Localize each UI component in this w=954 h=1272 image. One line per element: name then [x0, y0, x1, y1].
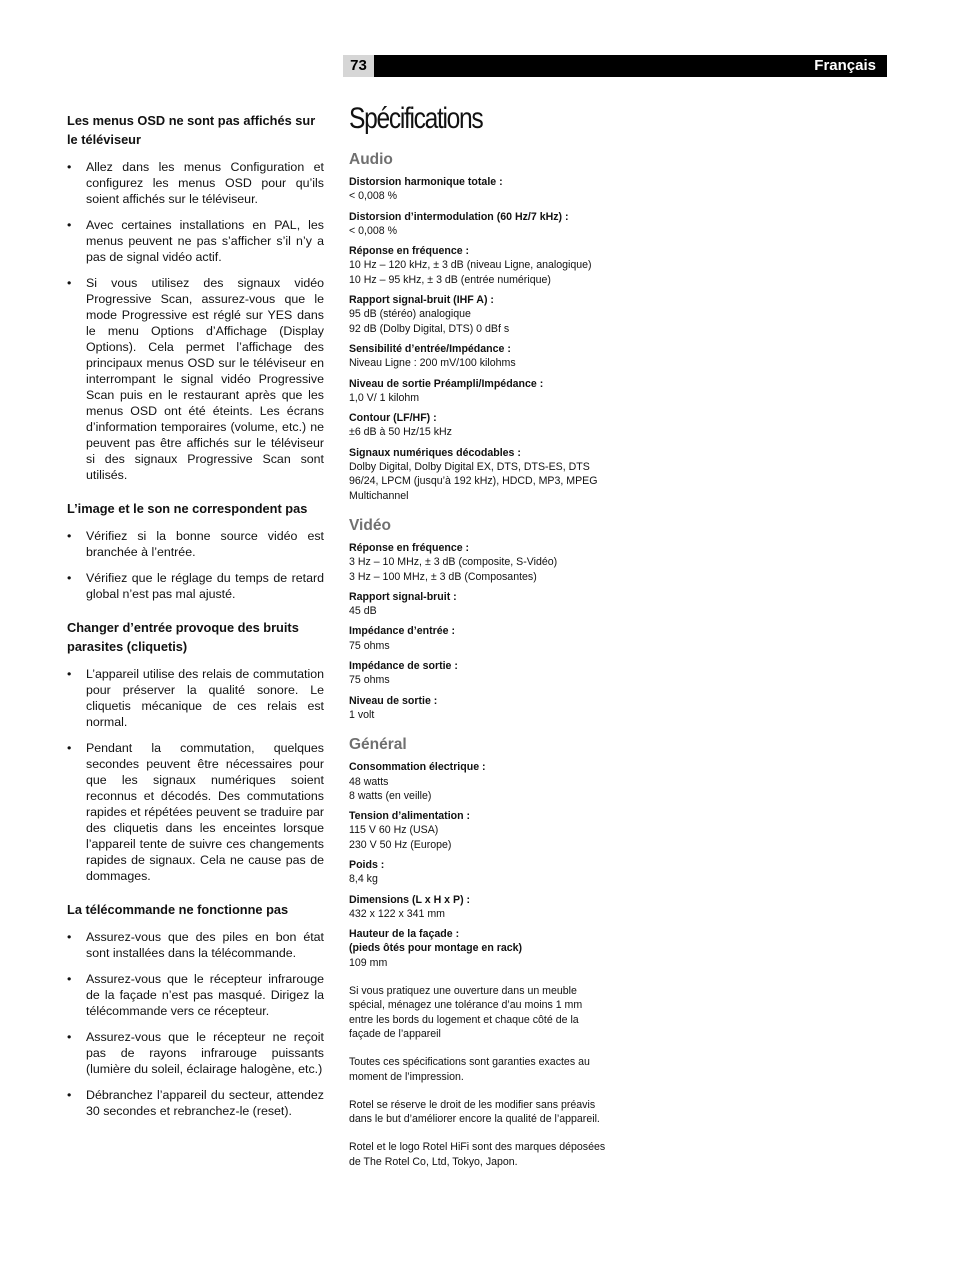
- notes: [349, 984, 609, 1169]
- bullet-list: [67, 159, 324, 483]
- spec-value: 432 x 122 x 341 mm: [349, 907, 445, 920]
- spec-item: [349, 694, 609, 723]
- spec-item: [349, 244, 609, 287]
- spec-item: [349, 293, 609, 336]
- spec-label: Rapport signal-bruit :: [349, 590, 457, 603]
- list-item: • L’appareil utilise des relais de commutation pour préserver la qualité sonore. Le cliquetis mécanique de ces relais est normal.: [67, 666, 324, 730]
- spec-label: Distorsion harmonique totale :: [349, 176, 503, 188]
- spec-label: Réponse en fréquence :: [349, 541, 470, 554]
- spec-label: Dimensions (L x H x P) :: [349, 893, 471, 906]
- spec-item: [349, 893, 609, 922]
- spec-item: [349, 175, 609, 204]
- spec-value: 1,0 V/ 1 kilohm: [349, 391, 420, 404]
- list-item: • Vérifiez que le réglage du temps de retard global n’est pas mal ajusté.: [67, 570, 324, 602]
- note-paragraph: Si vous pratiquez une ouverture dans un meuble spécial, ménagez une tolérance d’au moins 1 mm entre les bords du logement et chaque côté de la façade de l’appareil: [349, 985, 583, 1040]
- spec-item: [349, 624, 609, 653]
- spec-item: [349, 446, 609, 503]
- spec-value: 75 ohms: [349, 639, 390, 652]
- spec-label: Rapport signal-bruit (IHF A) :: [349, 294, 494, 307]
- language-label: Français: [814, 57, 876, 74]
- specifications-column: [349, 97, 609, 1183]
- audio-heading: Audio: [349, 151, 393, 168]
- spec-value: 48 watts 8 watts (en veille): [349, 775, 432, 802]
- page-number: 73: [343, 55, 374, 77]
- list-item: • Pendant la commutation, quelques secondes peuvent être nécessaires pour que les signaux numériques soient reconnus et décodés. Des commutations rapides et répétées peuvent se traduire par des cliquetis dans les enceintes lorsque l’appareil tente de suivre ces changements rapides de signaux. Cela ne cause pas de dommages.: [67, 740, 324, 884]
- spec-label: Sensibilité d’entrée/Impédance :: [349, 342, 511, 355]
- video-heading: Vidéo: [349, 516, 391, 534]
- spec-value: < 0,008 %: [349, 224, 398, 237]
- spec-item: [349, 411, 609, 440]
- general-heading: Général: [349, 736, 407, 754]
- video-specs: [349, 541, 609, 722]
- section-heading: La télécommande ne fonctionne pas: [67, 902, 289, 917]
- bullet-list: [67, 666, 324, 884]
- spec-label: Niveau de sortie Préampli/Impédance :: [349, 377, 544, 390]
- spec-value: Dolby Digital, Dolby Digital EX, DTS, DTS-ES, DTS 96/24, LPCM (jusqu’à 192 kHz), HDCD, MP3, MPEG Multichannel: [349, 461, 598, 502]
- spec-value: 1 volt: [349, 708, 375, 721]
- spec-value: 115 V 60 Hz (USA) 230 V 50 Hz (Europe): [349, 824, 452, 851]
- spec-value: 109 mm: [349, 956, 388, 969]
- troubleshooting-column: [67, 111, 324, 1135]
- section-heading: Les menus OSD ne sont pas affichés sur le téléviseur: [67, 113, 316, 147]
- spec-item: [349, 927, 609, 970]
- list-item: • Débranchez l’appareil du secteur, attendez 30 secondes et rebranchez-le (reset).: [67, 1087, 324, 1119]
- header-bar: [343, 55, 887, 77]
- note-paragraph: Rotel se réserve le droit de les modifier sans préavis dans le but d’améliorer encore la qualité de l’appareil.: [349, 1098, 600, 1126]
- spec-label: Tension d’alimentation :: [349, 810, 471, 823]
- spec-label: Niveau de sortie :: [349, 694, 438, 707]
- list-item: • Assurez-vous que le récepteur infrarouge de la façade n’est pas masqué. Dirigez la télécommande vers ce récepteur.: [67, 971, 324, 1019]
- list-item: • Si vous utilisez des signaux vidéo Progressive Scan, assurez-vous que le mode Progressive est réglé sur YES dans le menu Options d’Affichage (Display Options). Cela permet l’affichage des principaux menus OSD sur le téléviseur en interrompant le signal vidéo Progressive Scan puis en le restaurant après que les menus OSD ont été éteints. Les écrans d’information temporaires (volume, etc.) ne peuvent pas être affichés sur le téléviseur si des signaux Progressive Scan sont utilisés.: [67, 275, 324, 483]
- spec-item: [349, 210, 609, 239]
- spec-label: Consommation électrique :: [349, 761, 486, 774]
- spec-label: Impédance de sortie :: [349, 660, 458, 673]
- spec-label: Contour (LF/HF) :: [349, 412, 437, 425]
- spec-value: 45 dB: [349, 605, 377, 618]
- bullet-list: [67, 528, 324, 602]
- spec-item: [349, 377, 609, 406]
- note-paragraph: Rotel et le logo Rotel HiFi sont des marques déposées de The Rotel Co, Ltd, Tokyo, Japon.: [349, 1141, 606, 1168]
- spec-value: < 0,008 %: [349, 190, 398, 203]
- spec-label: Impédance d’entrée :: [349, 625, 455, 638]
- spec-label: Hauteur de la façade : (pieds ôtés pour montage en rack): [349, 928, 523, 955]
- spec-label: Signaux numériques décodables :: [349, 446, 521, 459]
- section-heading: L’image et le son ne correspondent pas: [67, 501, 308, 516]
- list-item: • Assurez-vous que des piles en bon état sont installées dans la télécommande.: [67, 929, 324, 961]
- list-item: • Avec certaines installations en PAL, les menus peuvent ne pas s’afficher s’il n’y a pas de signal vidéo actif.: [67, 217, 324, 265]
- bullet-list: [67, 929, 324, 1119]
- spec-item: [349, 590, 609, 619]
- spec-value: 3 Hz – 10 MHz, ± 3 dB (composite, S-Vidéo) 3 Hz – 100 MHz, ± 3 dB (Composantes): [349, 556, 558, 583]
- spec-item: [349, 541, 609, 584]
- spec-item: [349, 760, 609, 803]
- spec-label: Réponse en fréquence :: [349, 245, 470, 258]
- spec-item: [349, 858, 609, 887]
- spec-value: Niveau Ligne : 200 mV/100 kilohms: [349, 357, 516, 370]
- spec-label: Poids :: [349, 858, 385, 871]
- list-item: • Allez dans les menus Configuration et configurez les menus OSD pour qu’ils soient affichés sur le téléviseur.: [67, 159, 324, 207]
- general-specs: [349, 760, 609, 970]
- spec-value: 10 Hz – 120 kHz, ± 3 dB (niveau Ligne, analogique) 10 Hz – 95 kHz, ± 3 dB (entrée numérique): [349, 259, 592, 286]
- section-heading: Changer d’entrée provoque des bruits parasites (cliquetis): [67, 620, 299, 654]
- spec-value: 75 ohms: [349, 674, 390, 687]
- spec-item: [349, 659, 609, 688]
- spec-label: Distorsion d’intermodulation (60 Hz/7 kHz) :: [349, 210, 569, 223]
- spec-item: [349, 342, 609, 371]
- spec-value: 95 dB (stéréo) analogique 92 dB (Dolby Digital, DTS) 0 dBf s: [349, 308, 510, 335]
- spec-value: ±6 dB à 50 Hz/15 kHz: [349, 426, 452, 439]
- list-item: • Assurez-vous que le récepteur ne reçoit pas de rayons infrarouge puissants (lumière du soleil, éclairage halogène, etc.): [67, 1029, 324, 1077]
- spec-value: 8,4 kg: [349, 873, 378, 886]
- audio-specs: [349, 175, 609, 503]
- spec-item: [349, 809, 609, 852]
- note-paragraph: Toutes ces spécifications sont garanties exactes au moment de l’impression.: [349, 1056, 590, 1083]
- page-title: Spécifications: [349, 102, 483, 135]
- list-item: • Vérifiez si la bonne source vidéo est branchée à l’entrée.: [67, 528, 324, 560]
